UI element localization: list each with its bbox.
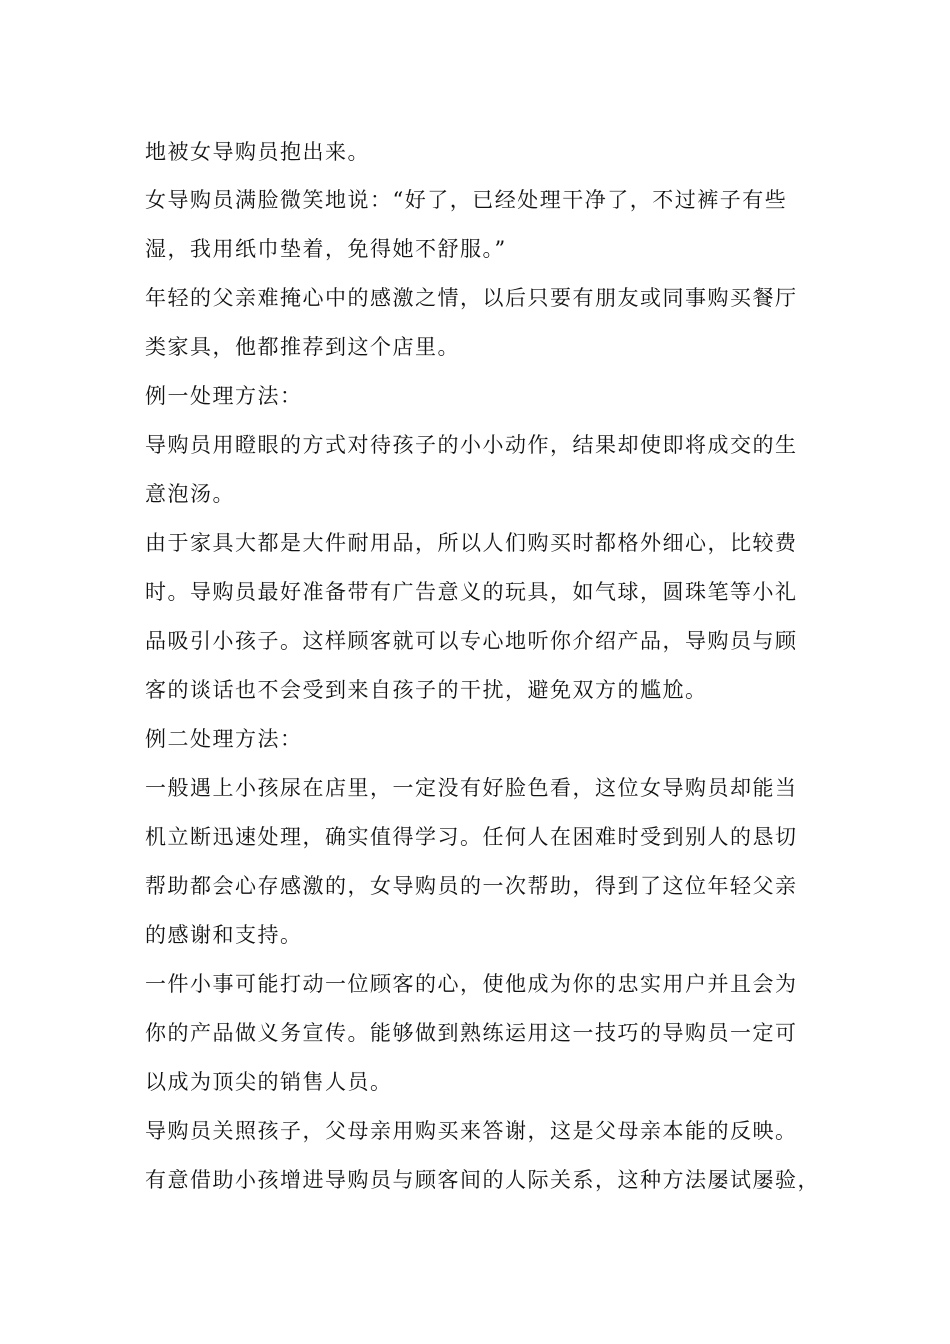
text-line: 年轻的父亲难掩心中的感激之情，以后只要有朋友或同事购买餐厅 — [145, 286, 798, 310]
text-line: 机立断迅速处理，确实值得学习。任何人在困难时受到别人的恳切 — [145, 825, 798, 849]
text-line: 的感谢和支持。 — [145, 923, 303, 947]
text-line: 一件小事可能打动一位顾客的心，使他成为你的忠实用户并且会为 — [145, 972, 798, 996]
text-line: 时。导购员最好准备带有广告意义的玩具，如气球，圆珠笔等小礼 — [145, 580, 798, 604]
text-line: 客的谈话也不会受到来自孩子的干扰，避免双方的尴尬。 — [145, 678, 708, 702]
text-line: 有意借助小孩增进导购员与顾客间的人际关系，这种方法屡试屡验， — [145, 1168, 820, 1192]
text-line: 一般遇上小孩尿在店里，一定没有好脸色看，这位女导购员却能当 — [145, 776, 798, 800]
text-line: 以成为顶尖的销售人员。 — [145, 1070, 393, 1094]
text-line: 地被女导购员抱出来。 — [145, 140, 370, 164]
text-line: 品吸引小孩子。这样顾客就可以专心地听你介绍产品，导购员与顾 — [145, 629, 798, 653]
text-line: 你的产品做义务宣传。能够做到熟练运用这一技巧的导购员一定可 — [145, 1021, 798, 1045]
text-line: 湿，我用纸巾垫着，免得她不舒服。” — [145, 237, 507, 261]
text-line: 导购员关照孩子，父母亲用购买来答谢，这是父母亲本能的反映。 — [145, 1119, 798, 1143]
text-line: 类家具，他都推荐到这个店里。 — [145, 335, 460, 359]
text-line: 意泡汤。 — [145, 482, 235, 506]
text-line: 女导购员满脸微笑地说：“好了，已经处理干净了，不过裤子有些 — [145, 188, 788, 212]
section-heading: 例一处理方法： — [145, 384, 303, 408]
text-line: 由于家具大都是大件耐用品，所以人们购买时都格外细心，比较费 — [145, 531, 798, 555]
text-line: 帮助都会心存感激的，女导购员的一次帮助，得到了这位年轻父亲 — [145, 874, 798, 898]
section-heading: 例二处理方法： — [145, 727, 303, 751]
text-line: 导购员用瞪眼的方式对待孩子的小小动作，结果却使即将成交的生 — [145, 433, 798, 457]
